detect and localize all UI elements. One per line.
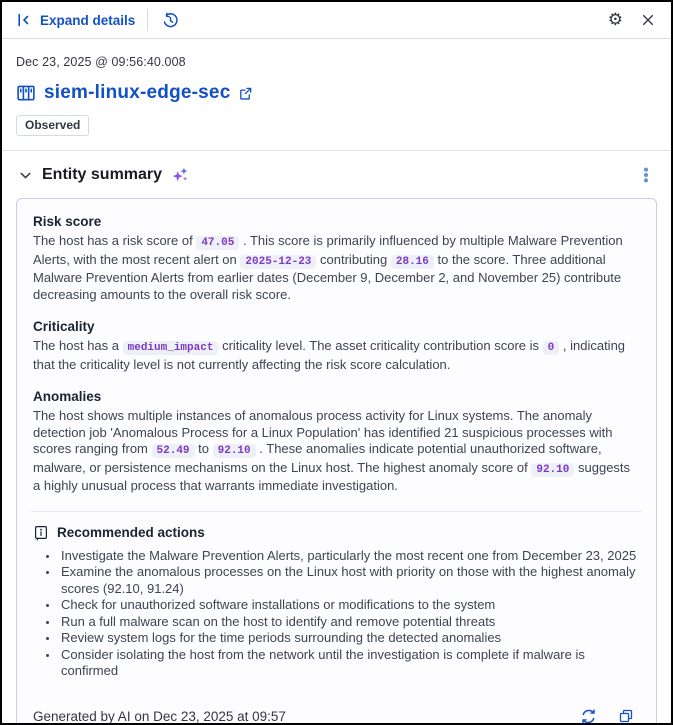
recommended-actions-list [41, 548, 640, 680]
toolbar-divider [147, 9, 148, 31]
event-timestamp: Dec 23, 2025 @ 09:56:40.008 [16, 55, 186, 69]
documentation-icon [33, 525, 49, 541]
history-icon [162, 12, 179, 29]
criticality-text: The host has a medium_impact criticality level. The asset criticality contribution score is 0 , indicating that the criticality level is not currently affecting the risk score calculation. [33, 338, 626, 372]
recommended-actions-heading: Recommended actions [57, 525, 205, 540]
summary-options-button[interactable] [637, 165, 655, 185]
criticality-section [33, 319, 640, 373]
anomalies-text: The host shows multiple instances of anomalous process activity for Linux systems. The anomaly detection job 'Anomalous Process for a Linux Population' has identified 21 suspicious processes with scores ranging from 52.49 to 92.10 . These anomalies indicate potential unauthorized software, malware, or persistence mechanisms on the Linux host. The highest anomaly score of 92.10 suggests a highly unusual process that warrants immediate investigation. [33, 408, 631, 493]
risk-score-heading: Risk score [33, 214, 102, 229]
settings-button[interactable] [606, 10, 625, 31]
anomalies-heading: Anomalies [33, 389, 102, 404]
close-button[interactable] [639, 11, 657, 29]
inline-code-value: 2025-12-23 [240, 255, 316, 269]
storage-icon [16, 83, 36, 103]
inline-code-value: 47.05 [196, 236, 239, 250]
criticality-heading: Criticality [33, 319, 95, 334]
entity-summary-panel [16, 198, 657, 723]
inline-code-value: 28.16 [391, 255, 434, 269]
refresh-icon [580, 708, 597, 724]
generated-by-text: Generated by AI on Dec 23, 2025 at 09:57 [33, 708, 286, 723]
vertical-dots-icon [639, 167, 653, 183]
inline-code-value: 92.10 [213, 444, 256, 458]
sparkles-icon [171, 166, 189, 184]
recommended-action-item: • Check for unauthorized software installations or modifications to the system [59, 597, 640, 614]
copy-icon [618, 708, 634, 723]
panel-divider [31, 511, 642, 512]
inline-code-value: 92.10 [531, 463, 574, 477]
observed-badge: Observed [16, 115, 89, 136]
entity-title-row [16, 82, 657, 104]
recommended-action-item: • Run a full malware scan on the host to identify and remove potential threats [59, 614, 640, 631]
history-button[interactable] [160, 10, 181, 31]
regenerate-button[interactable] [578, 706, 599, 724]
footer-icons [578, 706, 640, 724]
section-divider [2, 150, 671, 151]
gear-icon: ⚙ [607, 9, 623, 30]
recommended-action-item: • Review system logs for the time periods surrounding the detected anomalies [59, 630, 640, 647]
recommended-action-item: • Examine the anomalous processes on the Linux host with priority on those with the highest anomaly scores (92.10, 91.24) [59, 564, 640, 597]
copy-button[interactable] [616, 706, 636, 723]
flyout-body [2, 39, 671, 723]
inline-code-value: 0 [543, 341, 560, 355]
risk-score-text: The host has a risk score of 47.05 . This score is primarily influenced by multiple Malware Prevention Alerts, with the most recent alert on 2025-12-23 contributing 28.16 to the score. Three additional Malware Prevention Alerts from earlier dates (December 9, December 2, and November 25) contribute decreasing amounts to the overall risk score. [33, 233, 623, 302]
anomalies-section [33, 389, 640, 495]
risk-score-section [33, 214, 640, 303]
entity-summary-header [16, 161, 657, 198]
chevron-down-icon[interactable] [18, 168, 33, 183]
expand-details-button[interactable] [16, 12, 135, 28]
inline-code-value: 52.49 [152, 444, 195, 458]
entity-summary-title: Entity summary [42, 166, 163, 183]
expand-details-label: Expand details [40, 12, 136, 28]
recommended-action-item: • Consider isolating the host from the network until the investigation is complete if malware is confirmed [59, 647, 640, 680]
arrow-start-icon [16, 12, 32, 28]
inline-code-value: medium_impact [123, 341, 219, 355]
flyout-header-bar [2, 2, 671, 39]
close-icon [641, 13, 655, 27]
entity-name-link[interactable]: siem-linux-edge-sec [44, 82, 231, 103]
recommended-action-item: • Investigate the Malware Prevention Alerts, particularly the most recent one from December 23, 2025 [59, 548, 640, 565]
panel-footer [33, 706, 640, 724]
external-link-icon[interactable] [238, 86, 253, 101]
recommended-actions-header [33, 525, 640, 541]
